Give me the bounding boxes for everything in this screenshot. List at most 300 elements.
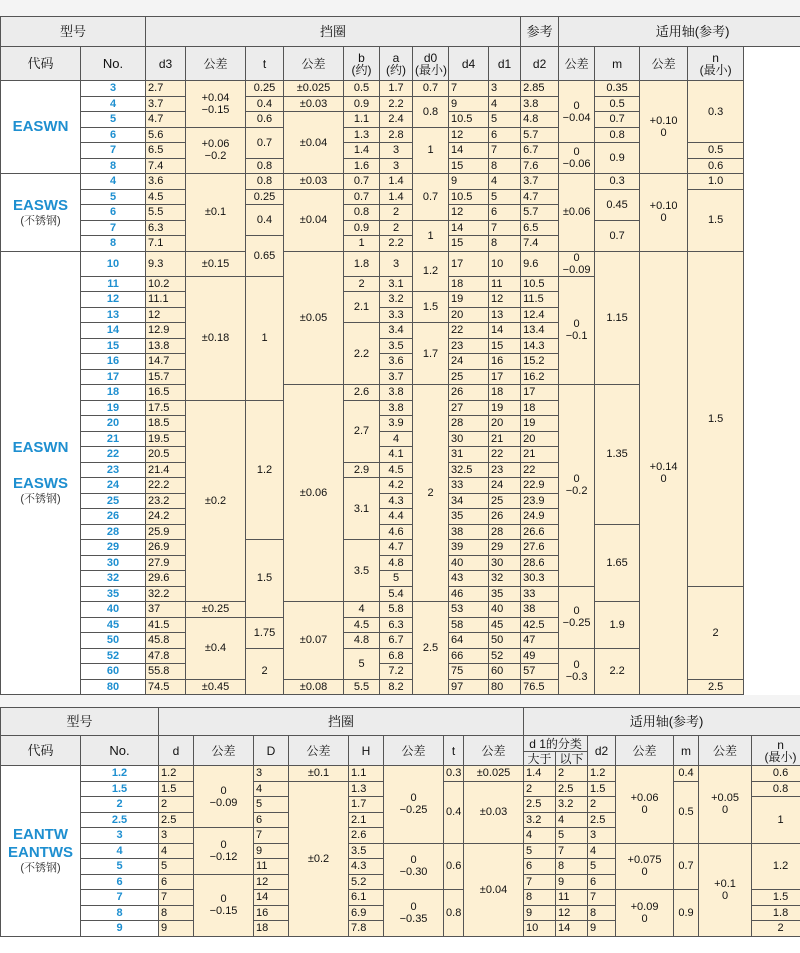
d2-value: 19 xyxy=(521,416,559,432)
size-no: 32 xyxy=(81,571,146,587)
H-value: 1.1 xyxy=(349,766,384,782)
d2-value: 76.5 xyxy=(521,679,559,695)
b-value: 3.1 xyxy=(344,478,380,540)
d1-value: 23 xyxy=(489,462,521,478)
d3-value: 3.6 xyxy=(146,174,186,190)
header-d2: d2 xyxy=(588,736,616,766)
d2-tolerance: +0.06 0 xyxy=(616,766,674,844)
a-value: 3.8 xyxy=(380,385,413,401)
a-value: 4.2 xyxy=(380,478,413,494)
d1-or-below: 3.2 xyxy=(556,797,588,813)
size-no: 5 xyxy=(81,859,159,875)
d1-value: 24 xyxy=(489,478,521,494)
header-applicable-shaft: 适用轴(参考) xyxy=(559,17,800,47)
d-tolerance: 0 −0.09 xyxy=(194,766,254,828)
d1-value: 8 xyxy=(489,236,521,252)
b-value: 1.3 xyxy=(344,127,380,143)
d2-tolerance: 0 −0.06 xyxy=(559,143,595,174)
m-tolerance: +0.14 0 xyxy=(640,251,688,695)
b-value: 2.7 xyxy=(344,400,380,462)
H-value: 2.6 xyxy=(349,828,384,844)
d3-value: 4.5 xyxy=(146,189,186,205)
a-value: 6.8 xyxy=(380,648,413,664)
d1-or-below: 7 xyxy=(556,843,588,859)
size-no: 6 xyxy=(81,205,146,221)
t-tolerance: ±0.04 xyxy=(284,112,344,174)
t-tolerance: ±0.07 xyxy=(284,602,344,680)
t-value: 0.6 xyxy=(246,112,284,128)
d1-greater-than: 4 xyxy=(524,828,556,844)
b-value: 1.4 xyxy=(344,143,380,159)
d4-value: 39 xyxy=(449,540,489,556)
d3-value: 20.5 xyxy=(146,447,186,463)
d-value: 9 xyxy=(159,921,194,937)
a-value: 3 xyxy=(380,251,413,276)
d3-value: 45.8 xyxy=(146,633,186,649)
size-no: 14 xyxy=(81,323,146,339)
d2-value: 22.9 xyxy=(521,478,559,494)
a-value: 3.9 xyxy=(380,416,413,432)
d3-value: 37 xyxy=(146,602,186,618)
d3-value: 6.3 xyxy=(146,220,186,236)
header-reference: 参考 xyxy=(521,17,559,47)
t-value: 1.75 xyxy=(246,617,284,648)
d4-value: 64 xyxy=(449,633,489,649)
b-value: 0.9 xyxy=(344,220,380,236)
b-value: 4 xyxy=(344,602,380,618)
d1-value: 12 xyxy=(489,292,521,308)
a-value: 5.8 xyxy=(380,602,413,618)
a-value: 3.1 xyxy=(380,276,413,292)
a-value: 5.4 xyxy=(380,586,413,602)
header-tolerance: 公差 xyxy=(464,736,524,766)
d1-value: 7 xyxy=(489,143,521,159)
a-value: 3.6 xyxy=(380,354,413,370)
b-value: 2.2 xyxy=(344,323,380,385)
a-value: 2.8 xyxy=(380,127,413,143)
D-tolerance: ±0.2 xyxy=(289,781,349,936)
d2-tolerance: 0 −0.09 xyxy=(559,251,595,276)
d1-value: 10 xyxy=(489,251,521,276)
d3-value: 10.2 xyxy=(146,276,186,292)
d-value: 7 xyxy=(159,890,194,906)
m-value: 0.5 xyxy=(595,96,640,112)
size-no: 52 xyxy=(81,648,146,664)
d3-value: 13.8 xyxy=(146,338,186,354)
d2-tolerance: 0 −0.2 xyxy=(559,385,595,587)
d2-value: 8 xyxy=(588,905,616,921)
H-tolerance: 0 −0.25 xyxy=(384,766,444,844)
H-value: 6.1 xyxy=(349,890,384,906)
m-value: 0.7 xyxy=(595,112,640,128)
a-value: 4.8 xyxy=(380,555,413,571)
d1-value: 26 xyxy=(489,509,521,525)
header-n: n (最小) xyxy=(752,736,800,766)
d4-value: 58 xyxy=(449,617,489,633)
H-value: 4.3 xyxy=(349,859,384,875)
header-tolerance: 公差 xyxy=(640,47,688,81)
d2-value: 5 xyxy=(588,859,616,875)
d1-greater-than: 2.5 xyxy=(524,797,556,813)
d1-value: 4 xyxy=(489,96,521,112)
size-no: 3 xyxy=(81,81,146,97)
t-tolerance: ±0.04 xyxy=(464,843,524,936)
size-no: 4 xyxy=(81,843,159,859)
d1-or-below: 14 xyxy=(556,921,588,937)
d2-value: 3.7 xyxy=(521,174,559,190)
d2-value: 18 xyxy=(521,400,559,416)
header-tolerance: 公差 xyxy=(616,736,674,766)
d2-tolerance: +0.09 0 xyxy=(616,890,674,937)
t-value: 0.8 xyxy=(246,174,284,190)
d3-tolerance: ±0.18 xyxy=(186,276,246,400)
m-value: 0.35 xyxy=(595,81,640,97)
d1-or-below: 4 xyxy=(556,812,588,828)
d4-value: 25 xyxy=(449,369,489,385)
b-value: 5 xyxy=(344,648,380,679)
n-value: 0.6 xyxy=(688,158,744,174)
d2-tolerance: +0.075 0 xyxy=(616,843,674,890)
d0-value: 2.5 xyxy=(413,602,449,695)
header-tolerance: 公差 xyxy=(384,736,444,766)
d0-value: 0.7 xyxy=(413,174,449,221)
d2-value: 27.6 xyxy=(521,540,559,556)
n-value: 1.0 xyxy=(688,174,744,190)
size-no: 11 xyxy=(81,276,146,292)
d4-value: 19 xyxy=(449,292,489,308)
a-value: 4.5 xyxy=(380,462,413,478)
d1-value: 25 xyxy=(489,493,521,509)
d1-greater-than: 7 xyxy=(524,874,556,890)
size-no: 13 xyxy=(81,307,146,323)
t-value: 0.65 xyxy=(246,236,284,277)
n-value: 0.3 xyxy=(688,81,744,143)
d1-value: 13 xyxy=(489,307,521,323)
d1-value: 22 xyxy=(489,447,521,463)
t-value: 0.25 xyxy=(246,81,284,97)
d3-tolerance: ±0.45 xyxy=(186,679,246,695)
d2-value: 2 xyxy=(588,797,616,813)
d2-value: 15.2 xyxy=(521,354,559,370)
header-a: a (约) xyxy=(380,47,413,81)
size-no: 7 xyxy=(81,143,146,159)
d-value: 2.5 xyxy=(159,812,194,828)
model-code-cell: EANTW EANTWS (不锈钢) xyxy=(1,766,81,937)
d1-or-below: 8 xyxy=(556,859,588,875)
b-value: 1.8 xyxy=(344,251,380,276)
d-value: 1.2 xyxy=(159,766,194,782)
d1-value: 32 xyxy=(489,571,521,587)
d2-tolerance: ±0.06 xyxy=(559,174,595,252)
m-value: 0.8 xyxy=(595,127,640,143)
eantw-spec-table xyxy=(0,707,800,937)
size-no: 17 xyxy=(81,369,146,385)
t-value: 2 xyxy=(246,648,284,695)
d3-value: 55.8 xyxy=(146,664,186,680)
n-value: 0.8 xyxy=(752,781,800,797)
m-value: 1.35 xyxy=(595,385,640,525)
t-tolerance: ±0.025 xyxy=(284,81,344,97)
header-d: d xyxy=(159,736,194,766)
d4-value: 28 xyxy=(449,416,489,432)
d1-greater-than: 3.2 xyxy=(524,812,556,828)
size-no: 60 xyxy=(81,664,146,680)
D-value: 12 xyxy=(254,874,289,890)
H-tolerance: 0 −0.30 xyxy=(384,843,444,890)
m-tolerance: +0.05 0 xyxy=(699,766,752,844)
header-d1: d1 xyxy=(489,47,521,81)
d2-value: 3 xyxy=(588,828,616,844)
d3-value: 74.5 xyxy=(146,679,186,695)
d1-greater-than: 5 xyxy=(524,843,556,859)
n-value: 1.5 xyxy=(688,251,744,586)
size-no: 7 xyxy=(81,890,159,906)
d4-value: 33 xyxy=(449,478,489,494)
size-no: 40 xyxy=(81,602,146,618)
d3-tolerance: ±0.4 xyxy=(186,617,246,679)
d1-value: 6 xyxy=(489,205,521,221)
size-no: 6 xyxy=(81,874,159,890)
t-tolerance: ±0.04 xyxy=(284,189,344,251)
size-no: 10 xyxy=(81,251,146,276)
d4-value: 32.5 xyxy=(449,462,489,478)
d3-value: 21.4 xyxy=(146,462,186,478)
d2-value: 42.5 xyxy=(521,617,559,633)
d3-tolerance: ±0.2 xyxy=(186,400,246,602)
d3-value: 19.5 xyxy=(146,431,186,447)
d4-value: 14 xyxy=(449,220,489,236)
a-value: 3 xyxy=(380,158,413,174)
d1-value: 19 xyxy=(489,400,521,416)
size-no: 2 xyxy=(81,797,159,813)
a-value: 1.7 xyxy=(380,81,413,97)
d3-value: 26.9 xyxy=(146,540,186,556)
d3-value: 47.8 xyxy=(146,648,186,664)
d3-value: 27.9 xyxy=(146,555,186,571)
D-value: 11 xyxy=(254,859,289,875)
a-value: 1.4 xyxy=(380,174,413,190)
b-value: 0.9 xyxy=(344,96,380,112)
d3-value: 29.6 xyxy=(146,571,186,587)
n-value: 0.6 xyxy=(752,766,800,782)
d1-greater-than: 8 xyxy=(524,890,556,906)
d2-value: 16.2 xyxy=(521,369,559,385)
H-value: 2.1 xyxy=(349,812,384,828)
a-value: 2.2 xyxy=(380,236,413,252)
a-value: 3.2 xyxy=(380,292,413,308)
header-b: b (约) xyxy=(344,47,380,81)
D-value: 3 xyxy=(254,766,289,782)
header-tolerance: 公差 xyxy=(289,736,349,766)
H-value: 7.8 xyxy=(349,921,384,937)
size-no: 22 xyxy=(81,447,146,463)
d2-value: 33 xyxy=(521,586,559,602)
n-value: 1.8 xyxy=(752,905,800,921)
d1-value: 6 xyxy=(489,127,521,143)
a-value: 2.2 xyxy=(380,96,413,112)
d3-value: 15.7 xyxy=(146,369,186,385)
n-value: 1.2 xyxy=(752,843,800,890)
header-no: No. xyxy=(81,47,146,81)
d4-value: 12 xyxy=(449,205,489,221)
d2-value: 1.2 xyxy=(588,766,616,782)
n-value: 2.5 xyxy=(688,679,744,695)
header-tolerance: 公差 xyxy=(699,736,752,766)
t-value: 0.4 xyxy=(246,205,284,236)
d1-value: 52 xyxy=(489,648,521,664)
d2-value: 5.7 xyxy=(521,127,559,143)
d4-value: 27 xyxy=(449,400,489,416)
d1-value: 60 xyxy=(489,664,521,680)
d4-value: 53 xyxy=(449,602,489,618)
d4-value: 22 xyxy=(449,323,489,339)
a-value: 4.3 xyxy=(380,493,413,509)
d0-value: 0.7 xyxy=(413,81,449,97)
H-value: 1.3 xyxy=(349,781,384,797)
d1-value: 14 xyxy=(489,323,521,339)
size-no: 7 xyxy=(81,220,146,236)
b-value: 0.7 xyxy=(344,189,380,205)
n-value: 2 xyxy=(688,586,744,679)
size-no: 26 xyxy=(81,509,146,525)
d3-value: 6.5 xyxy=(146,143,186,159)
size-no: 23 xyxy=(81,462,146,478)
d2-value: 4.8 xyxy=(521,112,559,128)
d0-value: 1.7 xyxy=(413,323,449,385)
m-tolerance: +0.10 0 xyxy=(640,174,688,252)
d-value: 4 xyxy=(159,843,194,859)
a-value: 2 xyxy=(380,205,413,221)
a-value: 7.2 xyxy=(380,664,413,680)
d3-value: 7.4 xyxy=(146,158,186,174)
D-value: 14 xyxy=(254,890,289,906)
a-value: 5 xyxy=(380,571,413,587)
d-value: 2 xyxy=(159,797,194,813)
n-value: 1.5 xyxy=(752,890,800,906)
d3-value: 11.1 xyxy=(146,292,186,308)
d-tolerance: 0 −0.15 xyxy=(194,874,254,936)
d2-value: 57 xyxy=(521,664,559,680)
size-no: 80 xyxy=(81,679,146,695)
m-value: 2.2 xyxy=(595,648,640,695)
t-tolerance: ±0.05 xyxy=(284,251,344,385)
d4-value: 40 xyxy=(449,555,489,571)
d1-value: 4 xyxy=(489,174,521,190)
header-retaining-ring: 挡圈 xyxy=(146,17,521,47)
d4-value: 23 xyxy=(449,338,489,354)
b-value: 1.6 xyxy=(344,158,380,174)
size-no: 45 xyxy=(81,617,146,633)
d3-tolerance: +0.04 −0.15 xyxy=(186,81,246,128)
d1-value: 29 xyxy=(489,540,521,556)
d1-value: 17 xyxy=(489,369,521,385)
d2-value: 7.6 xyxy=(521,158,559,174)
d1-value: 3 xyxy=(489,81,521,97)
t-tolerance: ±0.03 xyxy=(284,96,344,112)
d-tolerance: 0 −0.12 xyxy=(194,828,254,875)
d2-value: 22 xyxy=(521,462,559,478)
a-value: 4.6 xyxy=(380,524,413,540)
a-value: 3.3 xyxy=(380,307,413,323)
d1-value: 16 xyxy=(489,354,521,370)
size-no: 12 xyxy=(81,292,146,308)
m-tolerance: +0.1 0 xyxy=(699,843,752,936)
d3-value: 32.2 xyxy=(146,586,186,602)
m-value: 0.7 xyxy=(674,843,699,890)
header-tolerance: 公差 xyxy=(194,736,254,766)
m-value: 0.5 xyxy=(674,781,699,843)
d1-value: 11 xyxy=(489,276,521,292)
size-no: 50 xyxy=(81,633,146,649)
d4-value: 18 xyxy=(449,276,489,292)
easw-spec-table xyxy=(0,16,800,695)
header-model: 型号 xyxy=(1,17,146,47)
d4-value: 26 xyxy=(449,385,489,401)
a-value: 3.4 xyxy=(380,323,413,339)
t-value: 0.7 xyxy=(246,127,284,158)
t-tolerance: ±0.03 xyxy=(464,781,524,843)
d1-greater-than: 6 xyxy=(524,859,556,875)
m-value: 1.65 xyxy=(595,524,640,602)
d3-value: 12.9 xyxy=(146,323,186,339)
d2-value: 28.6 xyxy=(521,555,559,571)
d4-value: 9 xyxy=(449,96,489,112)
header-n: n (最小) xyxy=(688,47,744,81)
d4-value: 38 xyxy=(449,524,489,540)
size-no: 8 xyxy=(81,158,146,174)
d1-value: 30 xyxy=(489,555,521,571)
header-greater-than: 大于 xyxy=(524,752,556,766)
size-no: 24 xyxy=(81,478,146,494)
d2-value: 21 xyxy=(521,447,559,463)
d1-value: 20 xyxy=(489,416,521,432)
model-code-cell: EASWN EASWS (不锈钢) xyxy=(1,251,81,695)
d4-value: 10.5 xyxy=(449,112,489,128)
header-d1-class: d 1的分类 xyxy=(524,736,588,752)
d1-value: 18 xyxy=(489,385,521,401)
size-no: 8 xyxy=(81,236,146,252)
header-code: 代码 xyxy=(1,47,81,81)
d3-value: 5.5 xyxy=(146,205,186,221)
d2-value: 5.7 xyxy=(521,205,559,221)
d2-value: 20 xyxy=(521,431,559,447)
d1-value: 40 xyxy=(489,602,521,618)
d3-value: 41.5 xyxy=(146,617,186,633)
header-model: 型号 xyxy=(1,708,159,736)
d3-value: 22.2 xyxy=(146,478,186,494)
d2-value: 6.5 xyxy=(521,220,559,236)
d3-value: 3.7 xyxy=(146,96,186,112)
d3-tolerance: ±0.1 xyxy=(186,174,246,252)
b-value: 0.7 xyxy=(344,174,380,190)
d3-value: 5.6 xyxy=(146,127,186,143)
size-no: 35 xyxy=(81,586,146,602)
header-d0: d0 (最小) xyxy=(413,47,449,81)
header-D: D xyxy=(254,736,289,766)
D-value: 7 xyxy=(254,828,289,844)
b-value: 1.1 xyxy=(344,112,380,128)
d1-value: 28 xyxy=(489,524,521,540)
header-tolerance: 公差 xyxy=(186,47,246,81)
d1-or-below: 12 xyxy=(556,905,588,921)
header-d3: d3 xyxy=(146,47,186,81)
d0-value: 0.8 xyxy=(413,96,449,127)
d4-value: 24 xyxy=(449,354,489,370)
size-no: 3 xyxy=(81,828,159,844)
b-value: 2.9 xyxy=(344,462,380,478)
d2-value: 2.5 xyxy=(588,812,616,828)
header-t: t xyxy=(444,736,464,766)
